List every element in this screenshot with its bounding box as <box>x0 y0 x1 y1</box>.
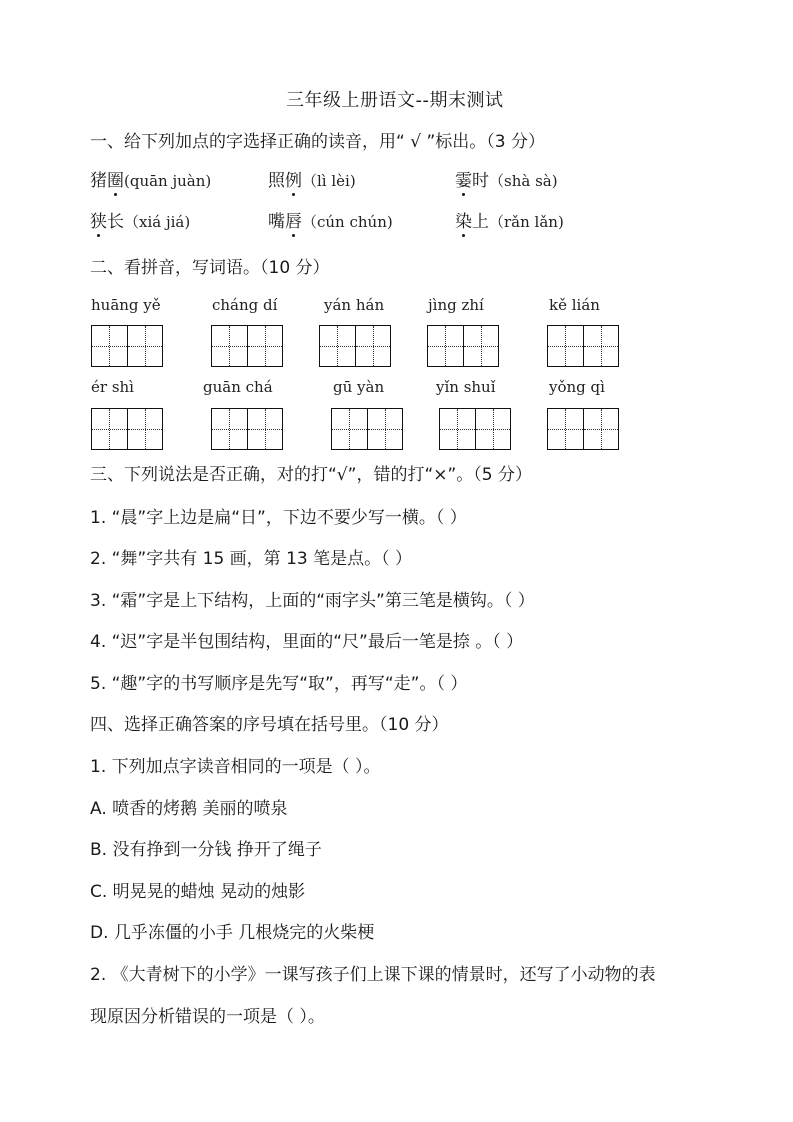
writing-grid[interactable] <box>427 325 499 367</box>
writing-cell[interactable] <box>583 409 619 449</box>
writing-cell[interactable] <box>127 409 163 449</box>
s1-item-5-pre: 嘴 <box>268 212 285 232</box>
writing-cell[interactable] <box>355 326 391 366</box>
writing-cell[interactable] <box>320 326 355 366</box>
pinyin-label: huāng yě <box>91 296 161 314</box>
writing-cell[interactable] <box>127 326 163 366</box>
question-2-line1: 2. 《大青树下的小学》一课写孩子们上课下课的情景时，还写了小动物的表 <box>90 965 656 985</box>
writing-grid[interactable] <box>547 325 619 367</box>
s1-item-5-options: （cún chún) <box>302 213 393 231</box>
pinyin-label: ér shì <box>91 378 134 396</box>
question-2-line2: 现原因分析错误的一项是（ ）。 <box>90 1007 325 1027</box>
writing-cell[interactable] <box>92 409 127 449</box>
option-c: C. 明晃晃的蜡烛 晃动的烛影 <box>90 882 306 902</box>
writing-cell[interactable] <box>247 326 283 366</box>
pinyin-label: yán hán <box>324 296 385 314</box>
tf-item-3: 3. “霜”字是上下结构，上面的“雨字头”第三笔是横钩。（ ） <box>90 591 535 611</box>
writing-cell[interactable] <box>367 409 403 449</box>
writing-grid[interactable] <box>547 408 619 450</box>
pinyin-label: cháng dí <box>212 296 278 314</box>
writing-grid[interactable] <box>211 325 283 367</box>
writing-grid[interactable] <box>211 408 283 450</box>
pinyin-label: yǐn shuǐ <box>436 378 496 396</box>
writing-cell[interactable] <box>475 409 511 449</box>
writing-cell[interactable] <box>247 409 283 449</box>
writing-cell[interactable] <box>212 409 247 449</box>
s1-item-4 <box>90 207 190 232</box>
writing-cell[interactable] <box>428 326 463 366</box>
s1-item-3-options: （shà sà) <box>489 172 558 190</box>
s1-item-1-dotted-char: 圈 <box>107 166 124 191</box>
writing-cell[interactable] <box>212 326 247 366</box>
s1-item-5 <box>268 207 393 232</box>
writing-cell[interactable] <box>583 326 619 366</box>
writing-cell[interactable] <box>548 409 583 449</box>
section2-heading: 二、看拼音，写词语。（10 分） <box>90 258 330 278</box>
section4-heading: 四、选择正确答案的序号填在括号里。（10 分） <box>90 715 449 735</box>
option-b: B. 没有挣到一分钱 挣开了绳子 <box>90 840 322 860</box>
writing-cell[interactable] <box>332 409 367 449</box>
page-title: 三年级上册语文--期末测试 <box>286 90 504 111</box>
s1-item-4-dotted-char: 狭 <box>90 207 107 232</box>
section3-heading: 三、下列说法是否正确，对的打“√”，错的打“×”。（5 分） <box>90 465 533 485</box>
s1-item-3-dotted-char: 霎 <box>455 166 472 191</box>
writing-grid[interactable] <box>91 408 163 450</box>
s1-item-2-dotted-char: 例 <box>285 166 302 191</box>
s1-item-6-post: 上 <box>472 212 489 232</box>
writing-grid[interactable] <box>319 325 391 367</box>
pinyin-label: jìng zhí <box>428 296 484 314</box>
s1-item-4-post: 长 <box>107 212 124 232</box>
writing-cell[interactable] <box>440 409 475 449</box>
writing-grid[interactable] <box>91 325 163 367</box>
s1-item-6 <box>455 207 564 232</box>
writing-grid[interactable] <box>331 408 403 450</box>
section1-heading: 一、给下列加点的字选择正确的读音，用“ √ ”标出。（3 分） <box>90 132 545 152</box>
s1-item-3 <box>455 166 558 191</box>
s1-item-6-dotted-char: 染 <box>455 207 472 232</box>
writing-cell[interactable] <box>92 326 127 366</box>
s1-item-4-options: （xiá jiá) <box>124 213 191 231</box>
tf-item-4: 4. “迟”字是半包围结构，里面的“尺”最后一笔是捺 。（ ） <box>90 632 524 652</box>
pinyin-label: yǒng qì <box>549 378 605 396</box>
option-d: D. 几乎冻僵的小手 几根烧完的火柴梗 <box>90 923 375 943</box>
pinyin-label: guān chá <box>203 378 273 396</box>
question-1: 1. 下列加点字读音相同的一项是（ ）。 <box>90 757 381 777</box>
s1-item-2-pre: 照 <box>268 171 285 191</box>
s1-item-6-options: （rǎn lǎn) <box>489 213 564 231</box>
writing-grid[interactable] <box>439 408 511 450</box>
writing-cell[interactable] <box>548 326 583 366</box>
s1-item-2-options: （lì lèi) <box>302 172 356 190</box>
option-a: A. 喷香的烤鹅 美丽的喷泉 <box>90 799 288 819</box>
s1-item-1 <box>90 166 211 191</box>
tf-item-5: 5. “趣”字的书写顺序是先写“取”，再写“走”。（ ） <box>90 674 468 694</box>
tf-item-2: 2. “舞”字共有 15 画，第 13 笔是点。（ ） <box>90 549 413 569</box>
s1-item-1-options: (quān juàn) <box>124 172 212 190</box>
s1-item-2 <box>268 166 356 191</box>
s1-item-3-post: 时 <box>472 171 489 191</box>
s1-item-1-pre: 猪 <box>90 171 107 191</box>
writing-cell[interactable] <box>463 326 499 366</box>
s1-item-5-dotted-char: 唇 <box>285 207 302 232</box>
pinyin-label: gū yàn <box>333 378 385 396</box>
tf-item-1: 1. “晨”字上边是扁“日”，下边不要少写一横。（ ） <box>90 508 467 528</box>
pinyin-label: kě lián <box>549 296 600 314</box>
